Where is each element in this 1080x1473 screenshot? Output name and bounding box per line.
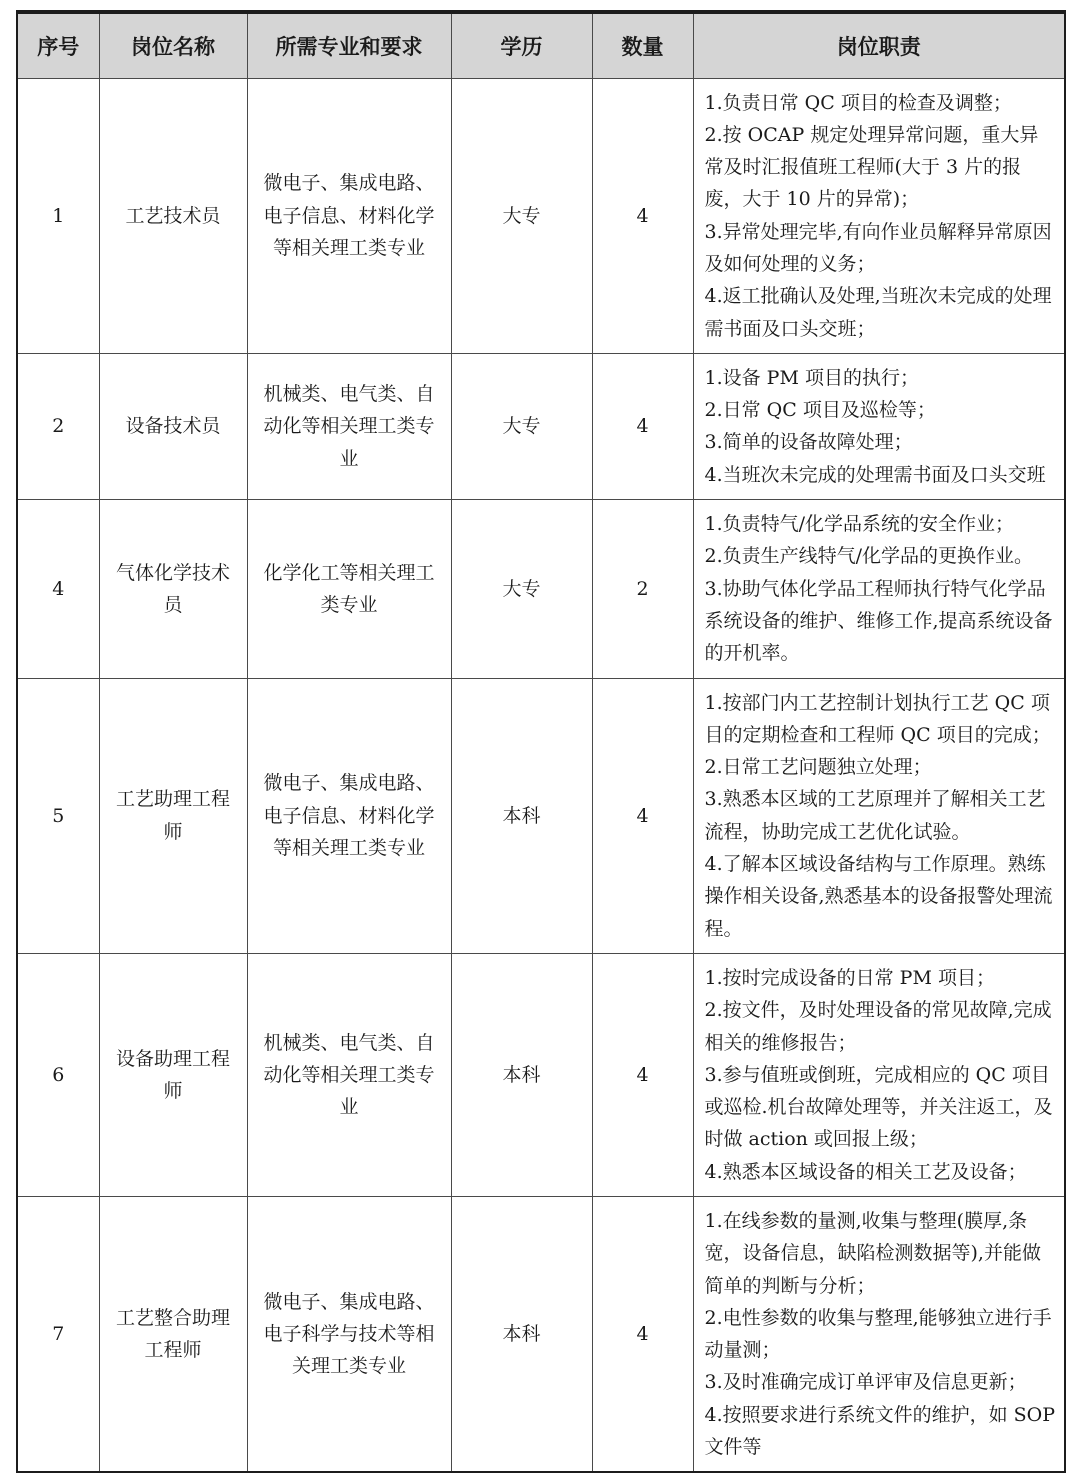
cell-index: 2 [17, 353, 99, 499]
cell-count: 4 [592, 1197, 693, 1473]
cell-duties [693, 678, 1065, 953]
cell-duties [693, 500, 1065, 678]
duty-line: 3.参与值班或倒班，完成相应的 QC 项目或巡检.机台故障处理等，并关注返工，及时做 action 或回报上级； [704, 1063, 1053, 1151]
cell-major: 微电子、集成电路、电子信息、材料化学等相关理工类专业 [247, 78, 451, 353]
cell-index: 1 [17, 78, 99, 353]
duty-line: 1.设备 PM 项目的执行； [704, 366, 919, 389]
table-header [17, 12, 1065, 78]
cell-major: 机械类、电气类、自动化等相关理工类专业 [247, 353, 451, 499]
column-header-index: 序号 [17, 12, 99, 78]
column-header-title: 岗位名称 [99, 12, 247, 78]
cell-education: 本科 [451, 678, 592, 953]
column-header-major: 所需专业和要求 [247, 12, 451, 78]
cell-title: 气体化学技术员 [99, 500, 247, 678]
cell-index: 6 [17, 953, 99, 1196]
duty-line: 2.日常 QC 项目及巡检等； [704, 399, 936, 422]
duty-line: 2.按 OCAP 规定处理异常问题，重大异常及时汇报值班工程师(大于 3 片的报废，大于 10 片的异常)； [704, 123, 1039, 211]
duty-line: 4.当班次未完成的处理需书面及口头交班 [704, 463, 1046, 486]
duty-line: 4.了解本区域设备结构与工作原理。熟练操作相关设备,熟悉基本的设备报警处理流程。 [704, 853, 1053, 940]
table-row [17, 1197, 1065, 1473]
duty-line: 1.按部门内工艺控制计划执行工艺 QC 项目的定期检查和工程师 QC 项目的完成； [704, 691, 1051, 746]
duty-line: 3.简单的设备故障处理； [704, 431, 913, 454]
cell-index: 7 [17, 1197, 99, 1473]
cell-major: 微电子、集成电路、电子信息、材料化学等相关理工类专业 [247, 678, 451, 953]
cell-title: 设备助理工程师 [99, 953, 247, 1196]
duty-line: 1.负责特气/化学品系统的安全作业； [704, 513, 1015, 536]
cell-major: 化学化工等相关理工类专业 [247, 500, 451, 678]
duty-line: 3.熟悉本区域的工艺原理并了解相关工艺流程，协助完成工艺优化试验。 [704, 788, 1046, 843]
cell-count: 2 [592, 500, 693, 678]
duty-line: 3.异常处理完毕,有向作业员解释异常原因及如何处理的义务； [704, 220, 1052, 275]
cell-major: 微电子、集成电路、电子科学与技术等相关理工类专业 [247, 1197, 451, 1473]
cell-title: 设备技术员 [99, 353, 247, 499]
cell-title: 工艺助理工程师 [99, 678, 247, 953]
cell-count: 4 [592, 953, 693, 1196]
cell-education: 大专 [451, 78, 592, 353]
cell-education: 大专 [451, 500, 592, 678]
duty-line: 2.负责生产线特气/化学品的更换作业。 [704, 545, 1034, 568]
cell-education: 大专 [451, 353, 592, 499]
duty-line: 4.按照要求进行系统文件的维护，如 SOP 文件等 [704, 1403, 1056, 1459]
table-row [17, 678, 1065, 953]
cell-education: 本科 [451, 953, 592, 1196]
table-row [17, 500, 1065, 678]
duty-line: 2.电性参数的收集与整理,能够独立进行手动量测； [704, 1306, 1052, 1362]
duty-line: 2.按文件，及时处理设备的常见故障,完成相关的维修报告； [704, 999, 1052, 1054]
table-body [17, 78, 1065, 1472]
table-row [17, 353, 1065, 499]
job-positions-table [16, 10, 1066, 1473]
cell-title: 工艺整合助理工程师 [99, 1197, 247, 1473]
cell-count: 4 [592, 353, 693, 499]
duty-line: 1.在线参数的量测,收集与整理(膜厚,条宽，设备信息，缺陷检测数据等),并能做简单的判断与分析； [704, 1210, 1041, 1297]
duty-line: 4.熟悉本区域设备的相关工艺及设备； [704, 1160, 1027, 1183]
header-row [17, 12, 1065, 78]
cell-education: 本科 [451, 1197, 592, 1473]
cell-duties [693, 353, 1065, 499]
table-row [17, 78, 1065, 353]
table-row [17, 953, 1065, 1196]
cell-index: 5 [17, 678, 99, 953]
cell-title: 工艺技术员 [99, 78, 247, 353]
column-header-education: 学历 [451, 12, 592, 78]
cell-count: 4 [592, 678, 693, 953]
cell-count: 4 [592, 78, 693, 353]
duty-line: 3.及时准确完成订单评审及信息更新； [704, 1371, 1027, 1394]
duty-line: 1.负责日常 QC 项目的检查及调整； [704, 91, 1012, 114]
cell-duties [693, 1197, 1065, 1473]
column-header-duties: 岗位职责 [693, 12, 1065, 78]
duty-line: 2.日常工艺问题独立处理； [704, 756, 932, 779]
duty-line: 4.返工批确认及处理,当班次未完成的处理需书面及口头交班； [704, 285, 1052, 340]
cell-duties [693, 78, 1065, 353]
duty-line: 3.协助气体化学品工程师执行特气化学品系统设备的维护、维修工作,提高系统设备的开机率。 [704, 577, 1053, 665]
duty-line: 1.按时完成设备的日常 PM 项目； [704, 966, 995, 989]
cell-index: 4 [17, 500, 99, 678]
cell-major: 机械类、电气类、自动化等相关理工类专业 [247, 953, 451, 1196]
cell-duties [693, 953, 1065, 1196]
column-header-count: 数量 [592, 12, 693, 78]
